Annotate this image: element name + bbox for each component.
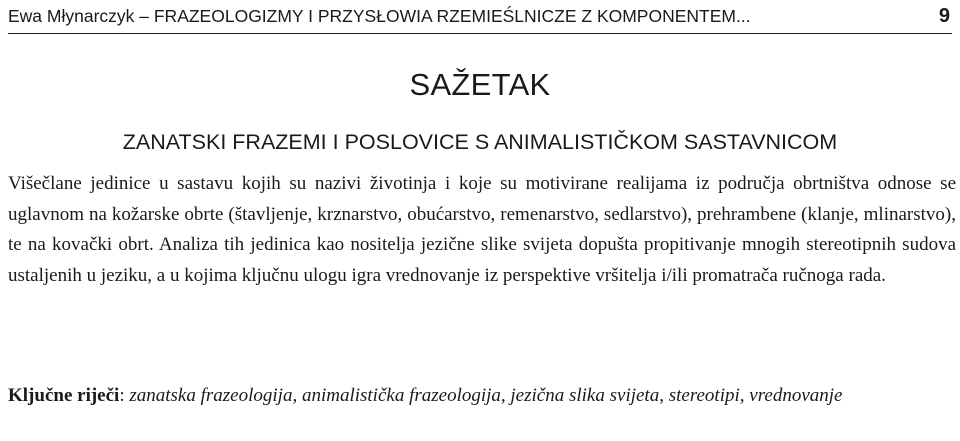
abstract-heading: SAŽETAK [409,67,551,102]
running-header [8,3,952,34]
abstract-body: Višečlane jedinice u sastavu kojih su nazivi životinja i koje su motivirane realijama iz područja obrtništva odnose se uglavnom na kožarske obrte (štavljenje, krznarstvo, obućarstvo, remenarstvo, sedlarstvo), prehrambene (klanje, mlinarstvo), te na kovački obrt. Analiza tih jedinica kao nositelja jezične slike svijeta dopušta propitivanje mnogih stereotipnih sudova ustaljenih u jeziku, a u kojima ključnu ulogu igra vrednovanje iz perspektive vršitelja i/ili promatrača ručnoga rada. [8,173,956,286]
keywords-paragraph [8,381,956,411]
keywords-list: zanatska frazeologija, animalistička frazeologija, jezična slika svijeta, stereotipi, vrednovanje [129,385,843,406]
abstract-subtitle: ZANATSKI FRAZEMI I POSLOVICE S ANIMALISTIČKOM SASTAVNICOM [122,130,838,154]
page-number: 9 [938,5,950,27]
keywords-separator: : [119,385,130,406]
running-title: Ewa Młynarczyk – FRAZEOLOGIZMY I PRZYSŁOWIA RZEMIEŚLNICZE Z KOMPONENTEM... [8,6,751,26]
keywords-label: Ključne riječi [8,385,120,406]
